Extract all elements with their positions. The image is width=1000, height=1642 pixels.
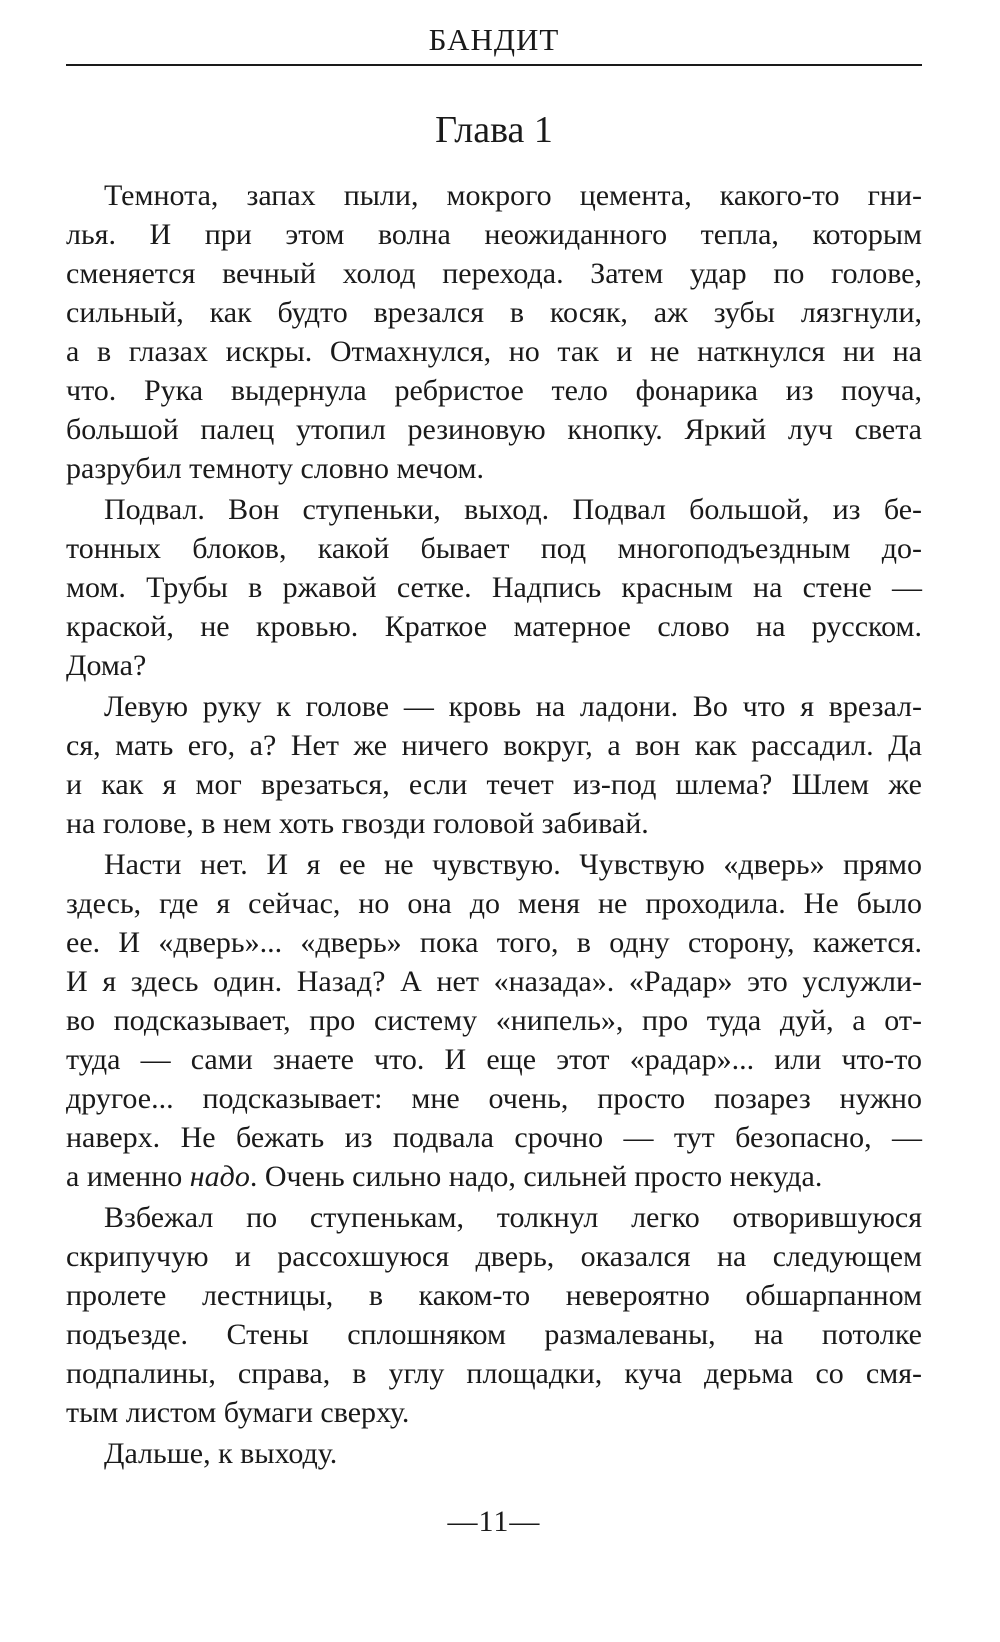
text-line: лья. И при этом волна неожиданного тепла, которым (66, 218, 922, 251)
chapter-title: Глава 1 (435, 109, 553, 151)
running-header-title: БАНДИТ (428, 22, 560, 57)
paragraph (66, 176, 922, 488)
text-line: Левую руку к голове — кровь на ладони. Во что я врезал- (104, 690, 922, 723)
paragraph (66, 1198, 922, 1432)
text-line: Темнота, запах пыли, мокрого цемента, какого-то гни- (104, 179, 922, 212)
text-line: во подсказывает, про систему «нипель», про туда дуй, а от- (66, 1004, 922, 1037)
chapter-body (66, 176, 922, 1473)
text-line: туда — сами знаете что. И еще этот «радар»... или что-то (66, 1043, 922, 1076)
text-line: подъезде. Стены сплошняком размалеваны, на потолке (66, 1318, 922, 1351)
text-line: наверх. Не бежать из подвала срочно — тут безопасно, — (66, 1121, 922, 1154)
text-line: ее. И «дверь»... «дверь» пока того, в одну сторону, кажется. (66, 926, 922, 959)
text-line: сильный, как будто врезался в косяк, аж зубы лязгнули, (66, 296, 922, 329)
text-line: тым листом бумаги сверху. (66, 1396, 410, 1429)
page-number: —11— (447, 1505, 541, 1538)
text-line: пролете лестницы, в каком-то невероятно обшарпанном (66, 1279, 922, 1312)
text-line: ся, мать его, а? Нет же ничего вокруг, а вон как рассадил. Да (66, 729, 922, 762)
text-line: Дома? (66, 649, 147, 682)
text-line: подпалины, справа, в углу площадки, куча дерьма со смя- (66, 1357, 922, 1390)
text-line: Насти нет. И я ее не чувствую. Чувствую «дверь» прямо (104, 848, 922, 881)
text-line: а в глазах искры. Отмахнулся, но так и не наткнулся ни на (66, 335, 922, 368)
text-line: большой палец утопил резиновую кнопку. Яркий луч света (66, 413, 922, 446)
emphasis: надо (189, 1160, 250, 1193)
text-line: И я здесь один. Назад? А нет «назада». «Радар» это услужли- (66, 965, 922, 998)
text-line: краской, не кровью. Краткое матерное слово на русском. (66, 610, 922, 643)
text-line: а именно надо. Очень сильно надо, сильней просто некуда. (66, 1160, 823, 1193)
text-line: на голове, в нем хоть гвозди головой забивай. (66, 807, 649, 840)
text-line: скрипучую и рассохшуюся дверь, оказался на следующем (66, 1240, 922, 1273)
text-line: Взбежал по ступенькам, толкнул легко отворившуюся (104, 1201, 922, 1234)
header-rule (66, 64, 922, 66)
text-line: разрубил темноту словно мечом. (66, 452, 485, 485)
paragraph (66, 845, 922, 1196)
text-line: Дальше, к выходу. (104, 1437, 338, 1470)
text-line: тонных блоков, какой бывает под многоподъездным до- (66, 532, 922, 565)
paragraph (66, 1434, 922, 1473)
text-line: и как я мог врезаться, если течет из-под шлема? Шлем же (66, 768, 922, 801)
text-line: здесь, где я сейчас, но она до меня не проходила. Не было (66, 887, 922, 920)
text-line: Подвал. Вон ступеньки, выход. Подвал большой, из бе- (104, 493, 922, 526)
text-line: мом. Трубы в ржавой сетке. Надпись красным на стене — (66, 571, 922, 604)
text-line: сменяется вечный холод перехода. Затем удар по голове, (66, 257, 922, 290)
paragraph (66, 490, 922, 685)
text-line: другое... подсказывает: мне очень, просто позарез нужно (66, 1082, 922, 1115)
paragraph (66, 687, 922, 843)
text-line: что. Рука выдернула ребристое тело фонарика из поуча, (66, 374, 922, 407)
